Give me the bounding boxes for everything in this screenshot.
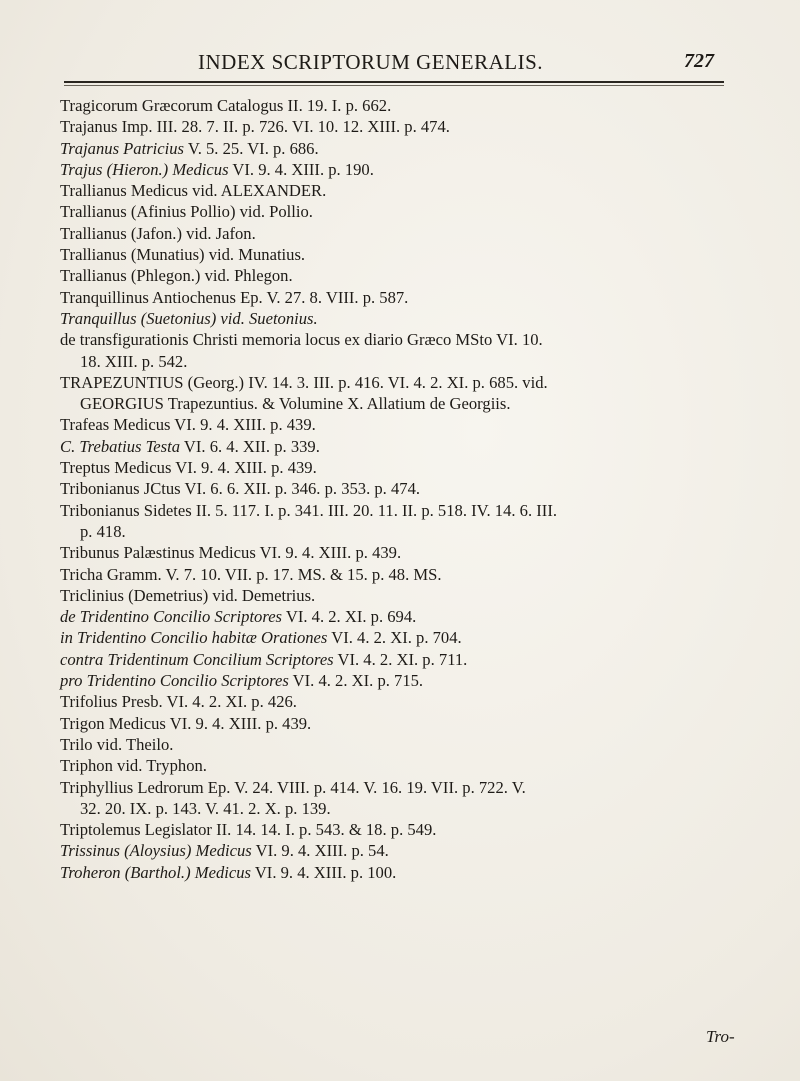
running-header — [0, 50, 800, 84]
index-entry: Tribunus Palæstinus Medicus VI. 9. 4. XIII. p. 439. — [60, 543, 402, 563]
index-entry: Tribonianus JCtus VI. 6. 6. XII. p. 346. p. 353. p. 474. — [60, 479, 421, 499]
index-entry: Trajus (Hieron.) Medicus VI. 9. 4. XIII. p. 190. — [60, 159, 374, 179]
index-entry: pro Tridentino Concilio Scriptores VI. 4. 2. XI. p. 715. — [60, 671, 424, 691]
index-entry: Trallianus (Jafon.) vid. Jafon. — [60, 223, 256, 243]
index-entry: Triphon vid. Tryphon. — [60, 756, 207, 776]
index-entry: Trallianus (Phlegon.) vid. Phlegon. — [60, 266, 293, 286]
index-entry: de transfigurationis Christi memoria locus ex diario Græco MSto VI. 10. — [60, 330, 543, 350]
catchword: Tro- — [706, 1027, 735, 1046]
index-entry: Tranquillus (Suetonius) vid. Suetonius. — [60, 308, 318, 328]
page-title: INDEX SCRIPTORUM GENERALIS. — [198, 50, 544, 74]
header-rule — [64, 81, 724, 83]
header-rule-thin — [64, 85, 724, 86]
index-entry: contra Tridentinum Concilium Scriptores VI. 4. 2. XI. p. 711. — [60, 649, 468, 669]
index-entry: de Tridentino Concilio Scriptores VI. 4. 2. XI. p. 694. — [60, 607, 417, 627]
index-entry: Treptus Medicus VI. 9. 4. XIII. p. 439. — [60, 458, 317, 478]
index-entry: Tragicorum Græcorum Catalogus II. 19. I. p. 662. — [60, 96, 392, 115]
index-entry: Trajanus Patricius V. 5. 25. VI. p. 686. — [60, 138, 319, 158]
index-entry-continuation: p. 418. — [80, 521, 126, 541]
index-entry: Trilo vid. Theilo. — [60, 734, 174, 754]
index-entries — [60, 95, 760, 883]
index-entry: Trigon Medicus VI. 9. 4. XIII. p. 439. — [60, 713, 312, 733]
index-entry-continuation: GEORGIUS Trapezuntius. & Volumine X. Allatium de Georgiis. — [80, 394, 511, 414]
index-entry: Trallianus Medicus vid. ALEXANDER. — [60, 181, 327, 201]
index-entry: Troheron (Barthol.) Medicus VI. 9. 4. XIII. p. 100. — [60, 862, 397, 882]
index-entry: C. Trebatius Testa VI. 6. 4. XII. p. 339. — [60, 436, 320, 456]
index-entry: Tranquillinus Antiochenus Ep. V. 27. 8. VIII. p. 587. — [60, 287, 409, 307]
index-entry: Trajanus Imp. III. 28. 7. II. p. 726. VI. 10. 12. XIII. p. 474. — [60, 117, 450, 137]
index-entry: Trallianus (Munatius) vid. Munatius. — [60, 245, 306, 265]
index-entry: TRAPEZUNTIUS (Georg.) IV. 14. 3. III. p. 416. VI. 4. 2. XI. p. 685. vid. — [60, 372, 548, 392]
index-entry: Tribonianus Sidetes II. 5. 117. I. p. 341. III. 20. 11. II. p. 518. IV. 14. 6. III. — [60, 500, 558, 520]
index-entry-continuation: 32. 20. IX. p. 143. V. 41. 2. X. p. 139. — [80, 798, 331, 818]
index-entry: Triclinius (Demetrius) vid. Demetrius. — [60, 585, 316, 605]
index-entry: Trallianus (Afinius Pollio) vid. Pollio. — [60, 202, 313, 222]
index-entry: Triphyllius Ledrorum Ep. V. 24. VIII. p. 414. V. 16. 19. VII. p. 722. V. — [60, 777, 526, 797]
index-entry: Trafeas Medicus VI. 9. 4. XIII. p. 439. — [60, 415, 316, 435]
page-number: 727 — [684, 50, 714, 72]
index-entry: in Tridentino Concilio habitæ Orationes VI. 4. 2. XI. p. 704. — [60, 628, 462, 648]
index-entry: Trifolius Presb. VI. 4. 2. XI. p. 426. — [60, 692, 297, 712]
index-entry: Trissinus (Aloysius) Medicus VI. 9. 4. XIII. p. 54. — [60, 841, 389, 861]
index-entry-continuation: 18. XIII. p. 542. — [80, 351, 188, 371]
index-entry: Tricha Gramm. V. 7. 10. VII. p. 17. MS. & 15. p. 48. MS. — [60, 564, 442, 584]
index-entry: Triptolemus Legislator II. 14. 14. I. p. 543. & 18. p. 549. — [60, 820, 437, 840]
